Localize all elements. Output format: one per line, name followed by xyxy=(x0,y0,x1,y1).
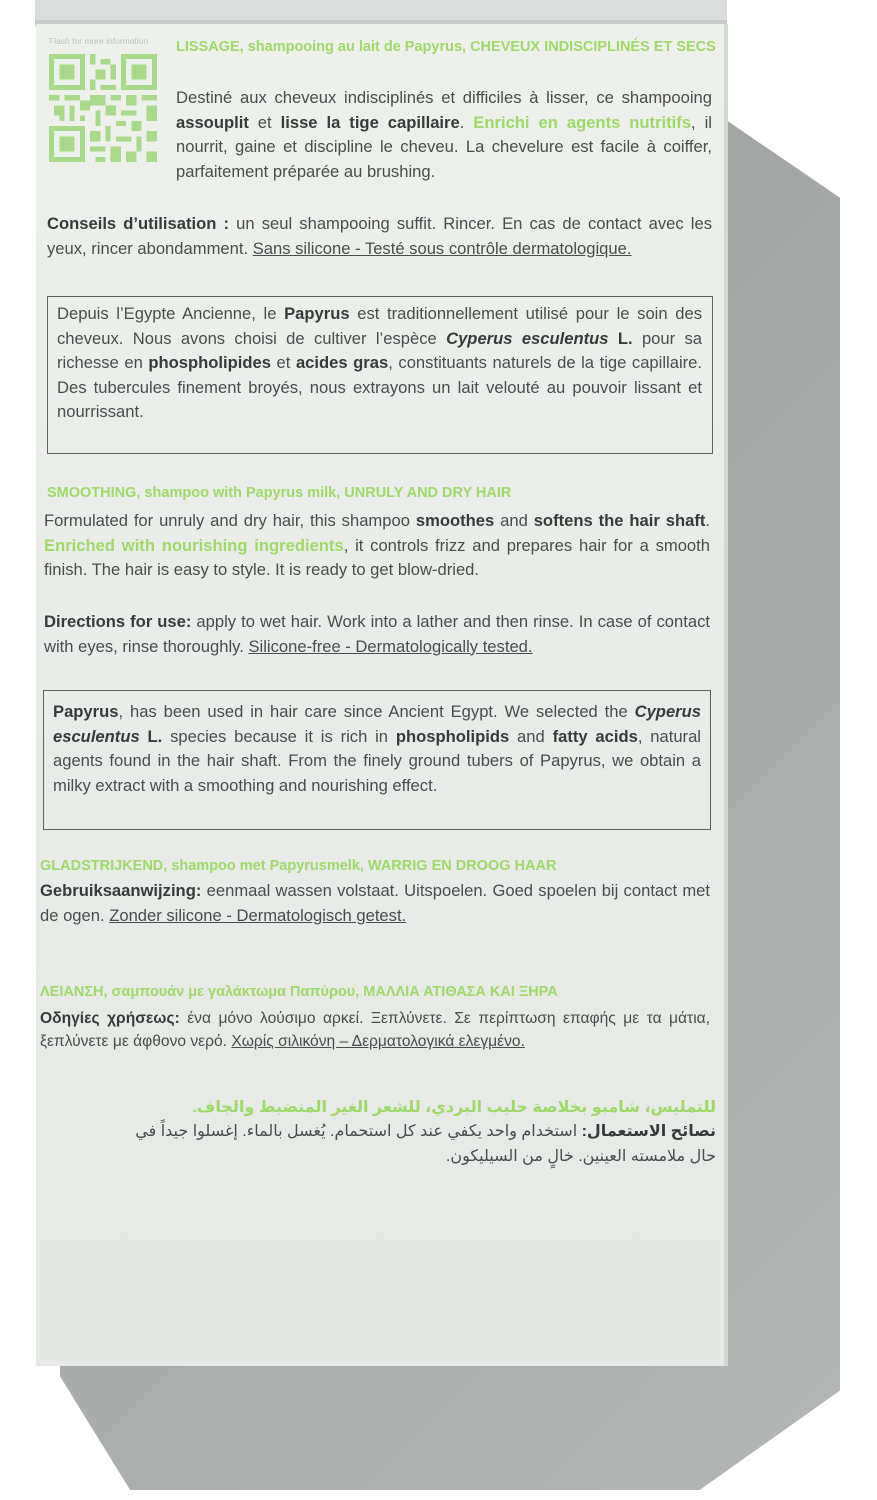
en-heading: SMOOTHING, shampoo with Papyrus milk, UNRULY AND DRY HAIR xyxy=(47,485,512,501)
nl-silicone-free-link: Zonder silicone - Dermatologisch getest. xyxy=(109,905,407,925)
el-directions: Οδηγίες χρήσεως: ένα μόνο λούσιμο αρκεί. Ξεπλύνετε. Σε περίπτωση επαφής με τα μάτια, ξεπλύνετε με άφθονο νερό. Χωρίς σιλικόνη – Δερματολογικά ελεγμένο. xyxy=(40,1010,711,1050)
ar-directions: نصائح الاستعمال: استخدام واحد يكفي عند كل استحمام. يُغسل بالماء. إغسلوا جيداً في حال ملامسته العينين. خالٍ من السيليكون. xyxy=(135,1123,716,1165)
nl-heading: GLADSTRIJKEND, shampoo met Papyrusmelk, WARRIG EN DROOG HAAR xyxy=(40,858,557,874)
en-silicone-free-link: Silicone-free - Dermatologically tested. xyxy=(248,636,533,656)
en-directions: Directions for use: apply to wet hair. Work into a lather and then rinse. In case of contact with eyes, rinse thoroughly. Silicone-free - Dermatologically tested. xyxy=(44,612,711,656)
qr-caption: Flash for more information xyxy=(49,36,149,46)
box-right-edge xyxy=(724,24,728,1366)
el-heading: ΛΕΙΑΝΣΗ, σαμπουάν με γαλάκτωμα Παπύρου, ΜΑΛΛΙΑ ΑΤΙΘΑΣΑ ΚΑΙ ΞΗΡΑ xyxy=(40,984,558,1000)
nl-directions: Gebruiksaanwijzing: eenmaal wassen volstaat. Uitspoelen. Goed spoelen bij contact met de ogen. Zonder silicone - Dermatologisch getest. xyxy=(40,881,710,925)
fr-papyrus-text: Depuis l’Egypte Ancienne, le Papyrus est traditionnellement utilisé pour le soin des cheveux. Nous avons choisi de cultiver l’espèce Cyperus esculentus L. pour sa richesse en phospholipides et acides gras, constituants naturels de la tige capillaire. Des tubercules finement broyés, nous extrayons un lait velouté au pouvoir lissant et nourrissant. xyxy=(57,304,703,421)
fr-heading: LISSAGE, shampooing au lait de Papyrus, CHEVEUX INDISCIPLINÉS ET SECS xyxy=(176,39,716,55)
fr-silicone-free-link: Sans silicone - Testé sous contrôle dermatologique. xyxy=(252,238,632,258)
en-papyrus-text: Papyrus, has been used in hair care since Ancient Egypt. We selected the Cyperus esculentus L. species because it is rich in phospholipids and fatty acids, natural agents found in the hair shaft. From the finely ground tubers of Papyrus, we obtain a milky extract with a smoothing and nourishing effect. xyxy=(53,702,701,795)
en-description: Formulated for unruly and dry hair, this shampoo smoothes and softens the hair shaft. Enriched with nourishing ingredients, it controls frizz and prepares hair for a smooth finish. The hair is easy to style. It is ready to get blow-dried. xyxy=(44,511,710,579)
el-silicone-free-link: Χωρίς σιλικόνη – Δερματολογικά ελεγμένο. xyxy=(231,1033,525,1050)
qr-code-icon[interactable] xyxy=(49,54,157,162)
fr-description: Destiné aux cheveux indisciplinés et difficiles à lisser, ce shampooing assouplit et lisse la tige capillaire. Enrichi en agents nutritifs, il nourrit, gaine et discipline le cheveu. La chevelure est facile à coiffer, parfaitement préparée au brushing. xyxy=(176,88,712,181)
fr-directions: Conseils d’utilisation : un seul shampooing suffit. Rincer. En cas de contact avec les yeux, rincer abondamment. Sans silicone - Testé sous contrôle dermatologique. xyxy=(47,214,713,258)
ar-heading: للتمليس، شامبو بخلاصة حليب البردي، للشعر الغير المنضبط والجاف. xyxy=(192,1099,716,1116)
